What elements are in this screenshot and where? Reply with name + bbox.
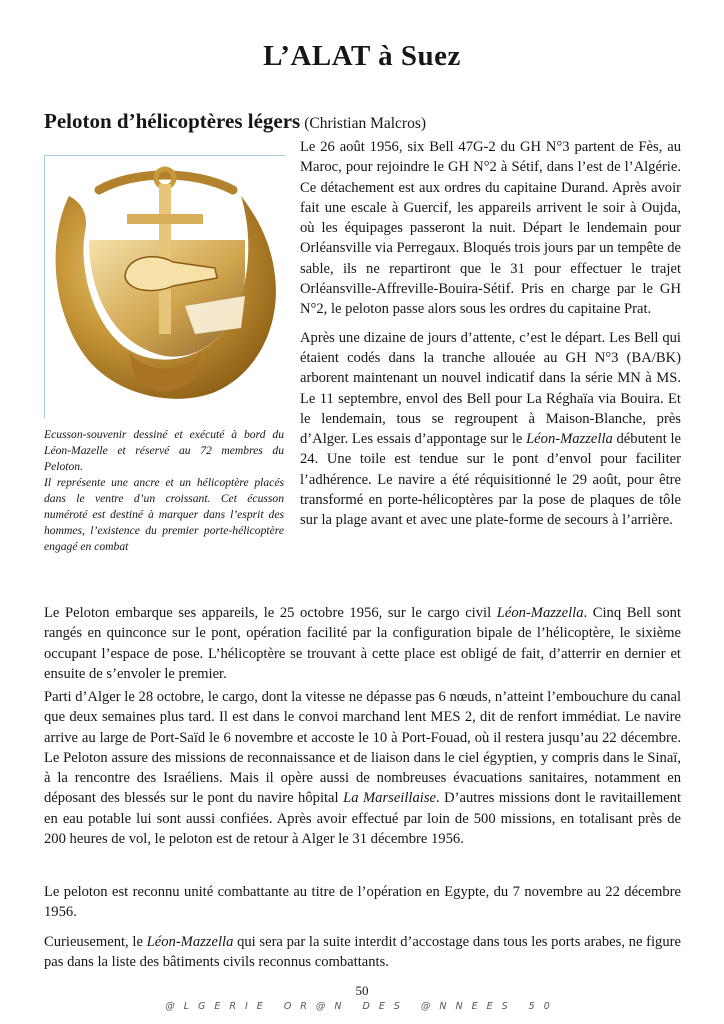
text-run: Parti d’Alger le 28 octobre, le cargo, dont la vitesse ne dépasse pas 6 nœuds, n’atteint l’embouchure du canal que deux semaines plus tard. Il est dans le convoi marchand lent MES 2, dit de renfort immédiat. Le navire arrive au large de Port-Saïd le 6 novembre et accoste le 10 à Port-Fouad, où il restera jusqu’au 22 décembre. Le Peloton assure des missions de reconnaissance et de liaison dans le ciel égyptien, y compris dans le Sinaï, à la rencontre des Israéliens. Mais il opère aussi de nombreuses évacuations sanitaires, notamment en déposant des blessés sur le pont du navire hôpital (44, 689, 681, 807)
page-footer: @LGERIE OR@N DES @NNEES 50 (165, 1001, 559, 1012)
text-run: . D’autres missions dont le ravitaillement en eau potable lui sont aussi confiées. Après avoir effectué par loin de 500 missions, en totalisant près de 200 heures de vol, le peloton est de retour à Alger le 31 décembre 1956. (44, 790, 681, 848)
text-run: Le Peloton embarque ses appareils, le 25 octobre 1956, sur le cargo civil (44, 605, 497, 621)
caption-line: Ecusson-souvenir dessiné et exécuté à bord du Léon-Mazelle et réservé au 72 membres du Peloton. (44, 428, 284, 473)
section-heading (44, 109, 684, 134)
text-run: qui sera par la suite interdit d’accostage dans tous les ports arabes, ne figure pas dans la liste des bâtiments civils reconnus combattants. (44, 934, 681, 971)
section-title: Peloton d’hélicoptères légers (44, 109, 301, 133)
paragraph-4 (44, 687, 681, 849)
page-number: 50 (355, 983, 369, 998)
paragraph-2 (300, 328, 681, 531)
caption-line: Il représente une ancre et un hélicoptère placés dans le ventre d’un croissant. Cet écusson numéroté est destiné à marquer dans l’esprit des hommes, l’existence du premier porte-hélicoptère engagé en combat (44, 476, 284, 553)
helicopter-anchor-crescent-badge-icon (45, 156, 285, 418)
ship-name: Léon-Mazzella (496, 605, 584, 621)
paragraph-6 (44, 932, 681, 973)
paragraph-1: Le 26 août 1956, six Bell 47G-2 du GH N°3 partent de Fès, au Maroc, pour rejoindre le GH N°2 à Sétif, dans l’est de l’Algérie. Ce détachement est aux ordres du capitaine Durand. Après avoir fait une escale à Guercif, les appareils arrivent le soir à Oujda, où les équipages passeront la nuit. Départ le lendemain pour Orléansville via Perregaux. Bloqués trois jours par un tempête de sable, ils ne repartiront que le 31 pour effectuer le trajet Orléansville-Affreville-Bouira-Sétif. Pris en charge par le GH N°2, le peloton passe alors sous les ordres du capitaine Prat. (300, 139, 681, 318)
emblem-photo (44, 155, 285, 418)
text-run: Après une dizaine de jours d’attente, c’est le départ. Les Bell qui étaient codés dans la tranche allouée au GH N°3 (BA/BK) arborent maintenant un nouvel indicatif dans la série MN à MS. Le 11 septembre, envol des Bell pour La Réghaïa via Bouira. Et le lendemain, tous se regroupent à Maison-Blanche, près d’Alger. Les essais d’appontage sur le (300, 329, 681, 448)
ship-name: Léon-Mazzella (146, 934, 234, 950)
ship-name: Léon-Mazzella (526, 431, 613, 448)
text-run: débutent le 24. Une toile est tendue sur le pont d’envol pour faciliter l’adhérence. Le navire a été réquisitionné le 29 août, pour être transformé en porte-hélicoptères par la pose de plaques de tôle sur la plage avant et avec une plate-forme de secours à l’arrière. (300, 431, 681, 529)
paragraph-5: Le peloton est reconnu unité combattante au titre de l’opération en Egypte, du 7 novembre au 22 décembre 1956. (44, 884, 681, 921)
ship-name: La Marseillaise (343, 790, 436, 807)
page-title: L’ALAT à Suez (263, 40, 461, 72)
right-column (300, 137, 681, 531)
paragraph-3 (44, 603, 681, 684)
section-author: (Christian Malcros) (304, 115, 427, 132)
text-run: . Cinq Bell sont rangés en quinconce sur le pont, opération facilité par la configuration bipale de l’hélicoptère, le sixième occupant l’espace de pose. L’hélicoptère se trouvant à cette place est obligé de fait, d’atterrir en dernier et ensuite de s’envoler le premier. (44, 605, 682, 682)
text-run: Curieusement, le (44, 934, 147, 950)
emblem-caption (44, 427, 284, 555)
